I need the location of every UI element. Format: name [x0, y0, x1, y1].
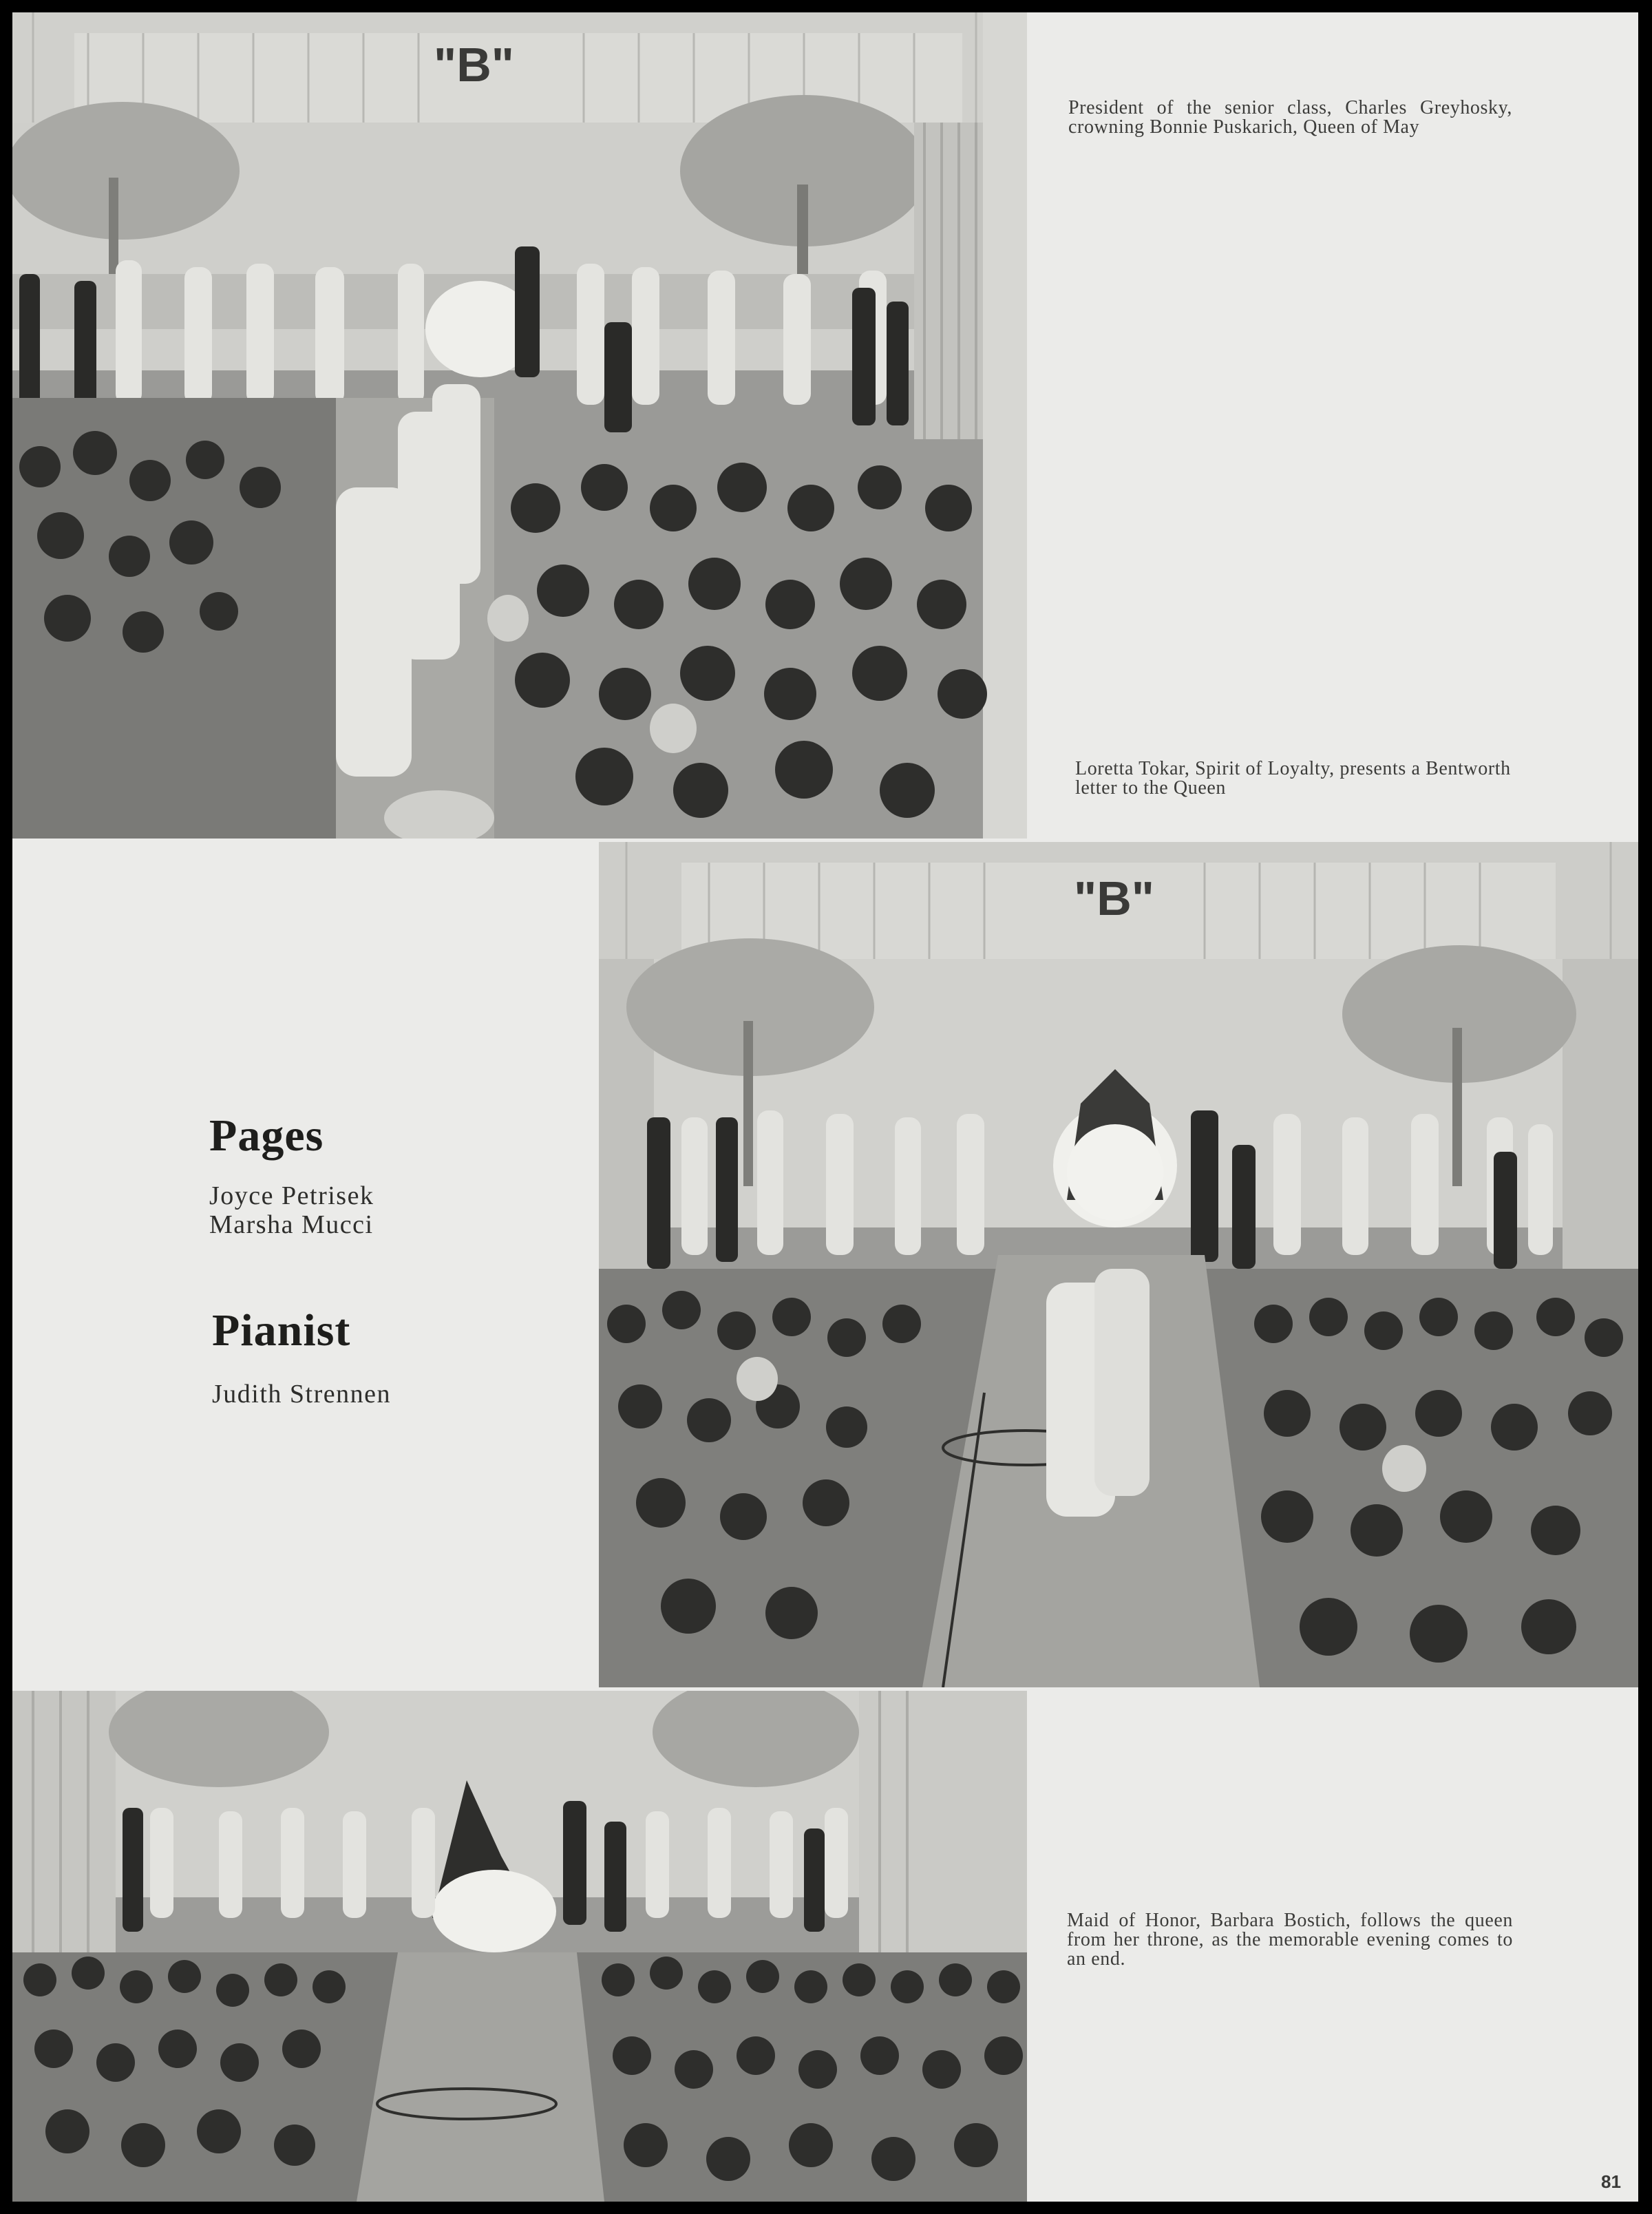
page-name: Joyce Petrisek	[209, 1181, 374, 1210]
caption-loyalty: Loretta Tokar, Spirit of Loyalty, presents a Bentworth letter to the Queen	[1075, 758, 1511, 799]
pianist-names	[212, 1380, 391, 1409]
photo-crowning	[12, 12, 1027, 839]
page-number: 81	[1601, 2171, 1621, 2192]
caption-maid-of-honor: Maid of Honor, Barbara Bostich, follows the queen from her throne, as the memorable evening comes to an end.	[1067, 1910, 1513, 1970]
stage-letter: "B"	[1074, 872, 1154, 925]
yearbook-page	[12, 12, 1638, 2202]
caption-crowning: President of the senior class, Charles Greyhosky, crowning Bonnie Puskarich, Queen of May	[1068, 97, 1512, 138]
photo-loyalty	[599, 842, 1638, 1687]
photo-maid-of-honor	[12, 1691, 1027, 2202]
pages-names	[209, 1181, 374, 1239]
pianist-name: Judith Strennen	[212, 1380, 391, 1409]
page-name: Marsha Mucci	[209, 1210, 374, 1239]
pianist-heading: Pianist	[212, 1305, 351, 1356]
pages-heading: Pages	[209, 1110, 324, 1161]
stage-letter: "B"	[434, 38, 514, 92]
